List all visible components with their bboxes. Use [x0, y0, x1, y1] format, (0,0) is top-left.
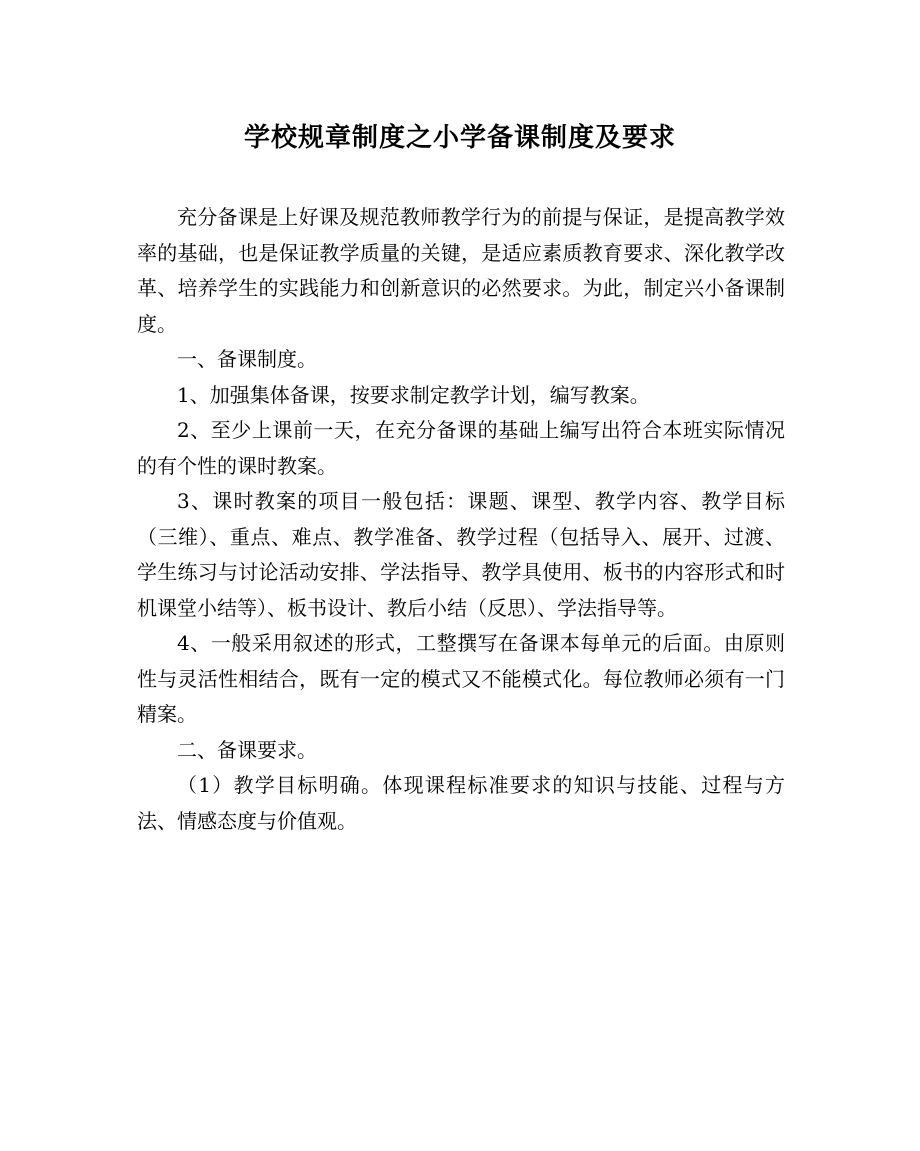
document-title: 学校规章制度之小学备课制度及要求	[243, 123, 676, 153]
requirement-item-1: （1）教学目标明确。体现课程标准要求的知识与技能、过程与方法、情感态度与价值观。	[137, 773, 785, 833]
document-body	[137, 200, 785, 839]
rule-item-4: 4、一般采用叙述的形式，工整撰写在备课本每单元的后面。由原则性与灵活性相结合，既有一定的模式又不能模式化。每位教师必须有一门精案。	[137, 631, 785, 726]
intro-paragraph: 充分备课是上好课及规范教师教学行为的前提与保证，是提高教学效率的基础，也是保证教学质量的关键，是适应素质教育要求、深化教学改革、培养学生的实践能力和创新意识的必然要求。为此，制定兴小备课制度。	[137, 205, 785, 336]
rule-item-2: 2、至少上课前一天，在充分备课的基础上编写出符合本班实际情况的有个性的课时教案。	[137, 418, 785, 478]
rule-item-1: 1、加强集体备课，按要求制定教学计划，编写教案。	[177, 382, 650, 407]
section-heading-preparation-system: 一、备课制度。	[177, 347, 317, 371]
section-heading-preparation-requirements: 二、备课要求。	[177, 737, 317, 762]
rule-item-3: 3、课时教案的项目一般包括：课题、课型、教学内容、教学目标（三维）、重点、难点、教学准备、教学过程（包括导入、展开、过渡、学生练习与讨论活动安排、学法指导、教学具使用、板书的内容形式和时机课堂小结等）、板书设计、教后小结（反思）、学法指导等。	[137, 489, 785, 620]
